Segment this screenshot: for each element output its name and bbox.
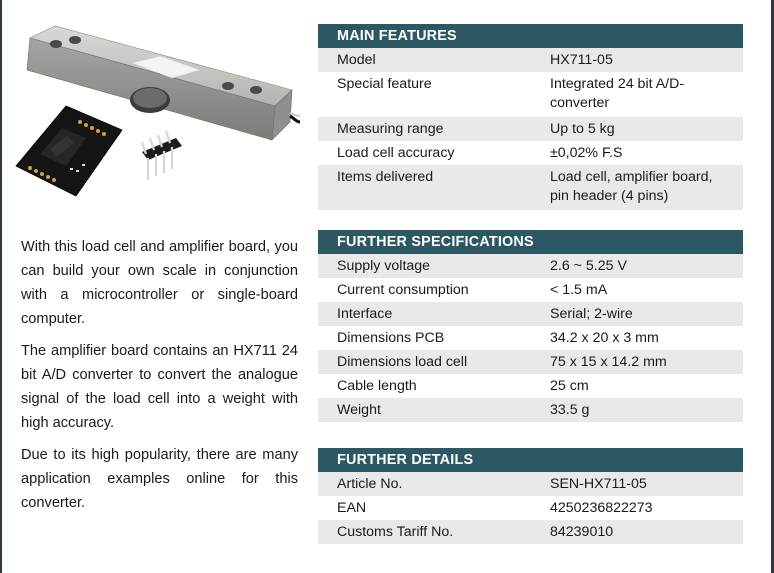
spec-value: SEN-HX711-05	[550, 476, 647, 492]
spec-value: Up to 5 kg	[550, 121, 615, 137]
table-row	[318, 254, 743, 278]
further-specifications-table	[318, 230, 743, 422]
spec-label: Supply voltage	[337, 258, 431, 274]
spec-label: Weight	[337, 402, 381, 418]
spec-value: Load cell, amplifier board, pin header (4 pins)	[550, 169, 713, 204]
spec-value: < 1.5 mA	[550, 282, 608, 298]
amplifier-board-image	[16, 106, 122, 196]
intro-paragraph: Due to its high popularity, there are many application examples online for this converter.	[21, 447, 298, 511]
table-row	[318, 72, 743, 117]
further-specifications-title: FURTHER SPECIFICATIONS	[318, 230, 743, 254]
table-row	[318, 48, 743, 72]
spec-value: 25 cm	[550, 378, 589, 394]
spec-value: 34.2 x 20 x 3 mm	[550, 330, 659, 346]
table-row	[318, 117, 743, 141]
spec-value: ±0,02% F.S	[550, 145, 623, 161]
table-row	[318, 165, 743, 210]
further-details-title: FURTHER DETAILS	[318, 448, 743, 472]
intro-paragraph: The amplifier board contains an HX711 24 bit A/D converter to convert the analogue signal of the load cell into a weight with high accuracy.	[21, 343, 298, 431]
spec-value: 2.6 ~ 5.25 V	[550, 258, 627, 274]
spec-label: Customs Tariff No.	[337, 524, 454, 540]
spec-label: Dimensions PCB	[337, 330, 445, 346]
main-features-table	[318, 24, 743, 210]
table-row	[318, 302, 743, 326]
main-features-title: MAIN FEATURES	[318, 24, 743, 48]
spec-value: 84239010	[550, 524, 614, 540]
intro-text	[21, 235, 298, 523]
spec-label: Current consumption	[337, 282, 469, 298]
spec-value: 75 x 15 x 14.2 mm	[550, 354, 667, 370]
spec-label: Measuring range	[337, 121, 444, 137]
spec-label: Article No.	[337, 476, 403, 492]
spec-label: EAN	[337, 500, 367, 516]
table-row	[318, 496, 743, 520]
spec-label: Dimensions load cell	[337, 354, 468, 370]
spec-label: Load cell accuracy	[337, 145, 455, 161]
spec-value: 4250236822273	[550, 500, 653, 516]
table-row	[318, 374, 743, 398]
spec-value: 33.5 g	[550, 402, 590, 418]
table-row	[318, 350, 743, 374]
table-row	[318, 520, 743, 544]
spec-label: Model	[337, 52, 376, 68]
spec-value: Integrated 24 bit A/D-converter	[550, 76, 685, 111]
table-row	[318, 472, 743, 496]
table-row	[318, 141, 743, 165]
table-row	[318, 278, 743, 302]
pin-header-image	[142, 131, 182, 180]
further-details-table	[318, 448, 743, 544]
intro-paragraph: With this load cell and amplifier board, you can build your own scale in conjunction with a microcontroller or single-board computer.	[21, 239, 298, 327]
spec-label: Cable length	[337, 378, 417, 394]
spec-value: Serial; 2-wire	[550, 306, 633, 322]
table-row	[318, 326, 743, 350]
page-frame-left	[0, 0, 2, 573]
spec-label: Items delivered	[337, 169, 434, 185]
spec-label: Special feature	[337, 76, 432, 92]
table-row	[318, 398, 743, 422]
spec-value: HX711-05	[550, 52, 613, 68]
spec-label: Interface	[337, 306, 393, 322]
product-photo	[10, 18, 300, 198]
